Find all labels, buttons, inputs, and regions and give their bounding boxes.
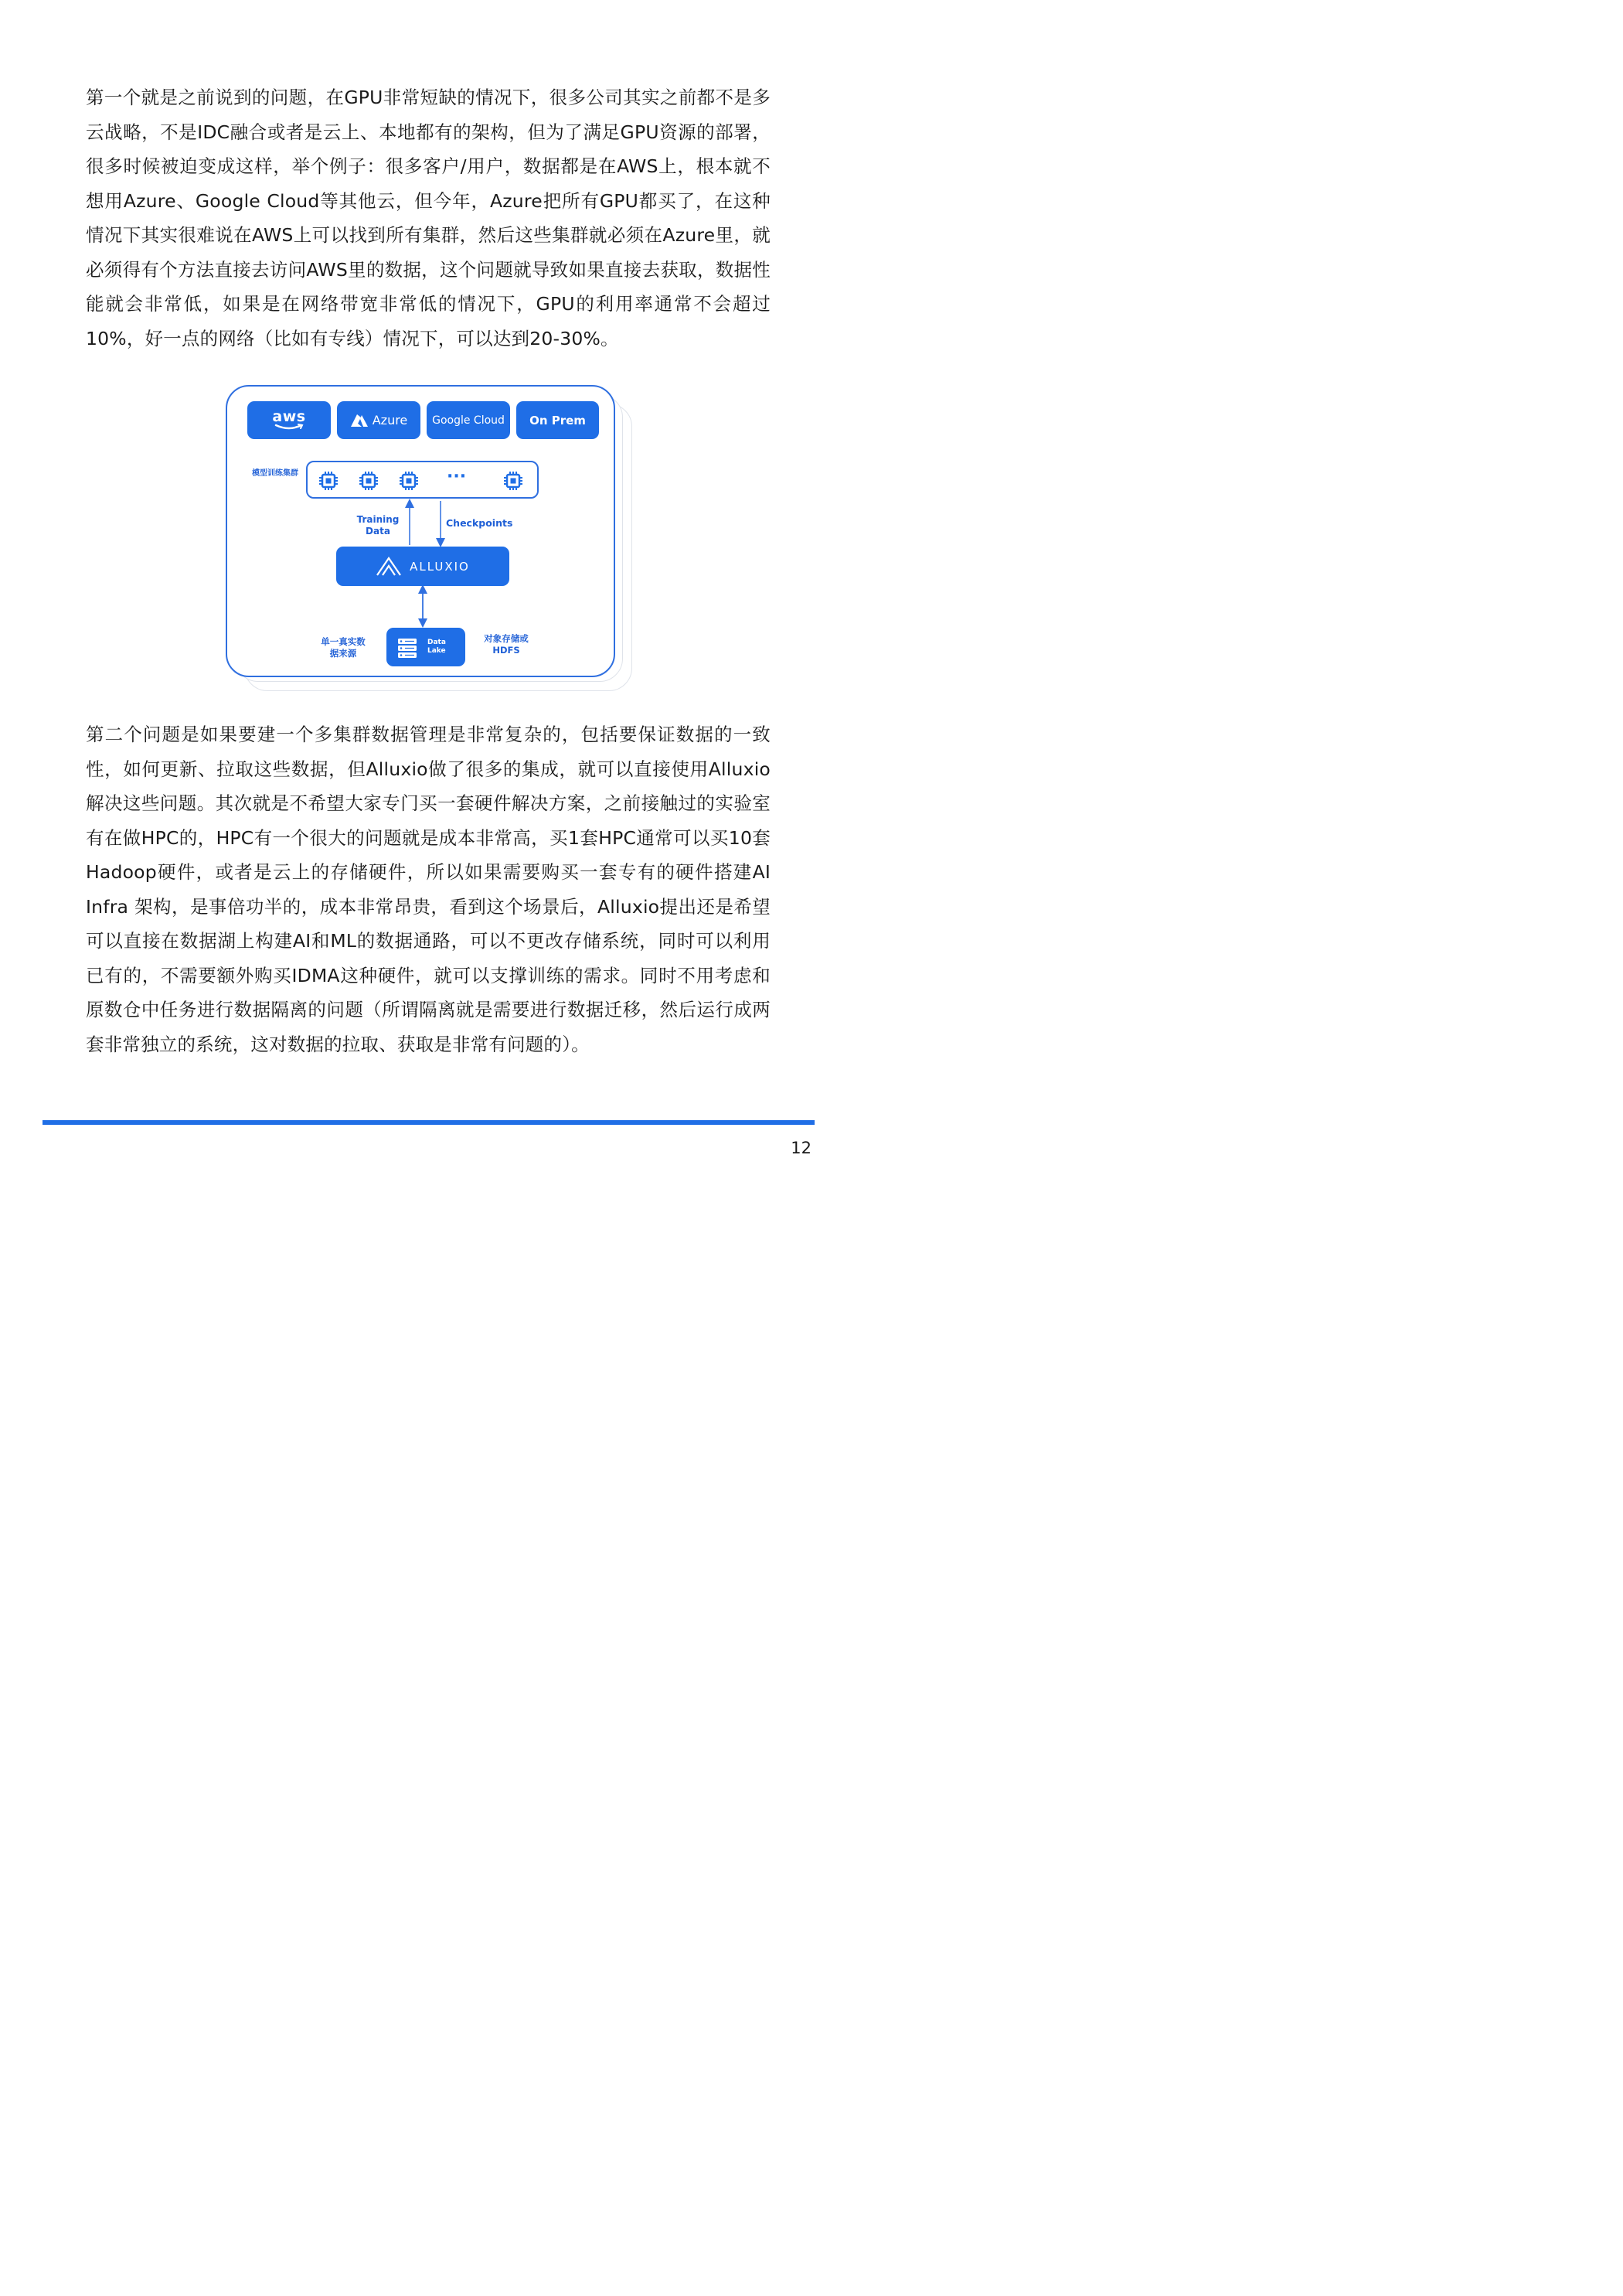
data-lake-box	[386, 628, 465, 666]
object-storage-hdfs-label: 对象存储或HDFS	[484, 633, 529, 656]
training-data-label: Training Data	[356, 514, 400, 537]
paragraph-gpu-shortage: 第一个就是之前说到的问题，在GPU非常短缺的情况下，很多公司其实之前都不是多云战略，不是IDC融合或者是云上、本地都有的架构，但为了满足GPU资源的部署，很多时候被迫变成这样，举个例子：很多客户/用户，数据都是在AWS上，根本就不想用Azure、Google Cloud等其他云，但今年，Azure把所有GPU都买了，在这种情况下其实很难说在AWS上可以找到所有集群，然后这些集群就必须在Azure里，就必须得有个方法直接去访问AWS里的数据，这个问题就导致如果直接去获取，数据性能就会非常低，如果是在网络带宽非常低的情况下，GPU的利用率通常不会超过10%，好一点的网络（比如有专线）情况下，可以达到20-30%。	[86, 87, 771, 349]
checkpoints-label: Checkpoints	[446, 517, 513, 529]
aws-logo-text: aws	[272, 408, 306, 425]
alluxio-logo-icon	[376, 557, 402, 577]
server-rack-icon	[396, 637, 418, 659]
footer-rule	[43, 1120, 815, 1125]
cluster-ellipsis: ···	[447, 467, 467, 486]
google-cloud-logo-text: Google Cloud	[432, 414, 505, 427]
on-prem-label: On Prem	[529, 413, 586, 428]
azure-logo-text: Azure	[372, 413, 408, 428]
page-number: 12	[791, 1139, 812, 1157]
data-lake-label: Data Lake	[427, 639, 446, 655]
diagram-card	[226, 385, 615, 677]
alluxio-label: ALLUXIO	[410, 559, 470, 574]
paragraph-multi-cluster: 第二个问题是如果要建一个多集群数据管理是非常复杂的，包括要保证数据的一致性，如何更新、拉取这些数据，但Alluxio做了很多的集成，就可以直接使用Alluxio解决这些问题。其次就是不希望大家专门买一套硬件解决方案，之前接触过的实验室有在做HPC的，HPC有一个很大的问题就是成本非常高，买1套HPC通常可以买10套Hadoop硬件，或者是云上的存储硬件，所以如果需要购买一套专有的硬件搭建AI Infra 架构，是事倍功半的，成本非常昂贵，看到这个场景后，Alluxio提出还是希望可以直接在数据湖上构建AI和ML的数据通路，可以不更改存储系统，同时可以利用已有的，不需要额外购买IDMA这种硬件，就可以支撑训练的需求。同时不用考虑和原数仓中任务进行数据隔离的问题（所谓隔离就是需要进行数据迁移，然后运行成两套非常独立的系统，这对数据的拉取、获取是非常有问题的）。	[86, 724, 771, 1055]
alluxio-box	[336, 547, 509, 586]
single-source-of-truth-label: 单一真实数据来源	[321, 636, 366, 659]
training-cluster-label: 模型训练集群	[252, 469, 298, 478]
alluxio-architecture-diagram	[226, 385, 632, 693]
